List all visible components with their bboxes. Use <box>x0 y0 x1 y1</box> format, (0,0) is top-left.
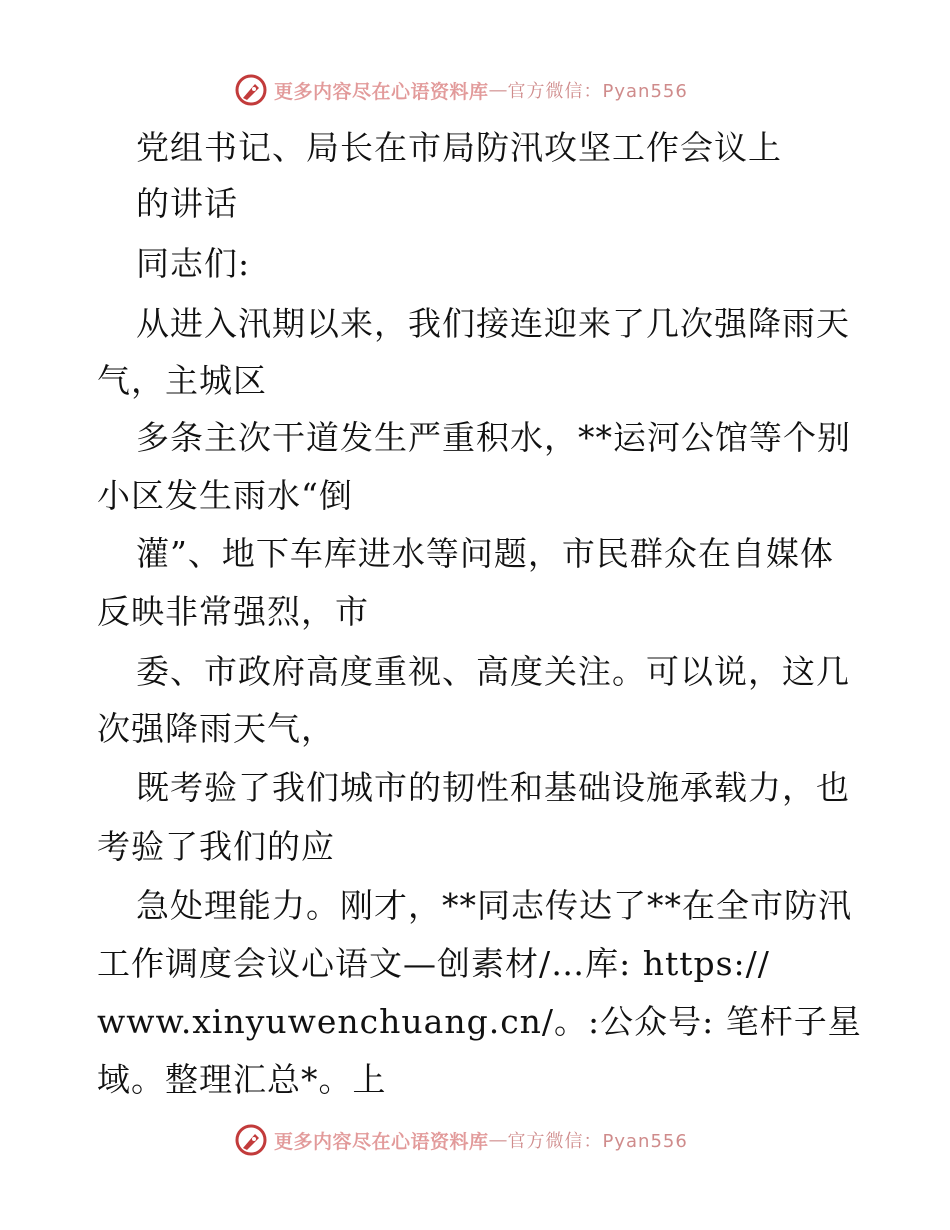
text-line: 域。整理汇总*。上 <box>97 1060 387 1099</box>
document-title-line-2: 的讲话 <box>136 184 238 223</box>
text-line: 次强降雨天气， <box>97 709 335 748</box>
pen-nib-logo-icon <box>234 1123 268 1157</box>
text-line: 委、市政府高度重视、高度关注。可以说，这几 <box>136 652 850 691</box>
text-line: 多条主次干道发生严重积水，**运河公馆等个别 <box>136 418 851 457</box>
salutation: 同志们: <box>136 244 251 283</box>
text-line: 小区发生雨水“倒 <box>97 476 353 515</box>
text-line: 气，主城区 <box>97 361 267 400</box>
text-line: 考验了我们的应 <box>97 827 335 866</box>
text-line: www.xinyuwenchuang.cn/。:公众号: 笔杆子星 <box>97 1002 862 1041</box>
text-line: 反映非常强烈，市 <box>97 592 369 631</box>
text-line: 急处理能力。刚才，**同志传达了**在全市防汛 <box>136 886 852 925</box>
watermark-promo-text: 更多内容尽在心语资料库 <box>274 80 489 103</box>
watermark-dash: — <box>488 79 508 101</box>
text-line: 工作调度会议心语文—创素材/…库: https:// <box>97 944 770 983</box>
watermark-dash: — <box>488 1129 508 1151</box>
footer-watermark <box>234 1122 688 1158</box>
document-title-line-1: 党组书记、局长在市局防汛攻坚工作会议上 <box>136 128 782 167</box>
text-line: 从进入汛期以来，我们接连迎来了几次强降雨天 <box>136 304 850 343</box>
text-line: 既考验了我们城市的韧性和基础设施承载力，也 <box>136 768 850 807</box>
watermark-wechat-text: 官方微信：Pyan556 <box>507 1131 688 1152</box>
watermark-promo-text: 更多内容尽在心语资料库 <box>274 1130 489 1153</box>
text-line: 灌”、地下车库进水等问题，市民群众在自媒体 <box>136 534 834 573</box>
pen-nib-logo-icon <box>234 73 268 107</box>
watermark-wechat-text: 官方微信：Pyan556 <box>507 81 688 102</box>
header-watermark <box>234 72 688 108</box>
